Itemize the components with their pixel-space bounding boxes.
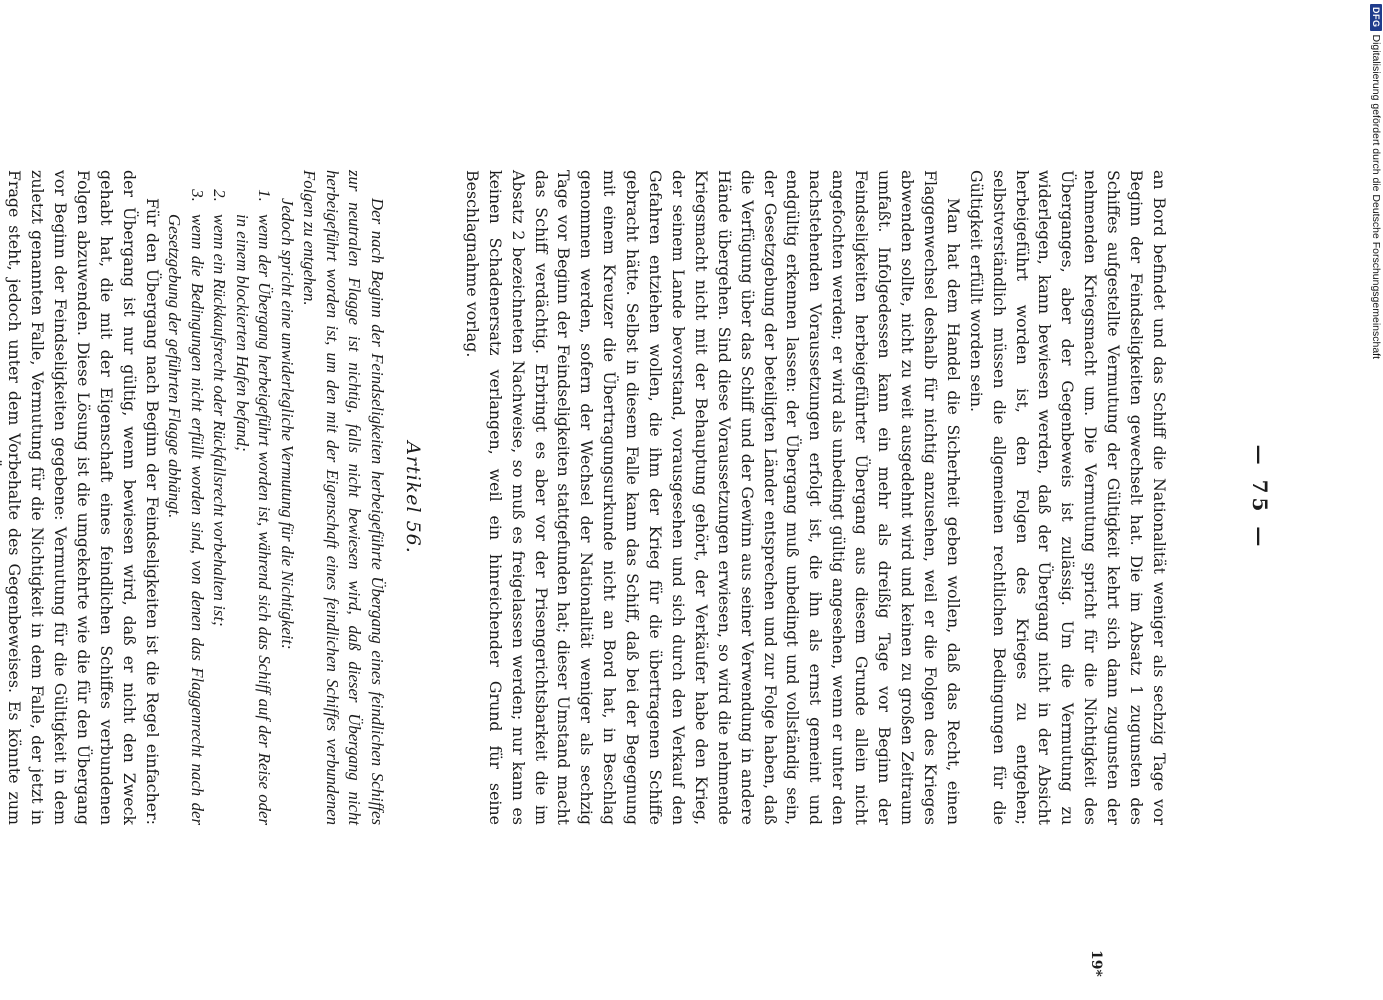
signature-mark: 19* bbox=[1088, 950, 1104, 977]
rotated-page bbox=[5, 170, 1272, 977]
digitization-note: Digitalisierung gefördert durch die Deutsche Forschungsgemeinschaft bbox=[1370, 34, 1382, 360]
digitization-sidebar bbox=[1368, 4, 1383, 404]
article-items-list bbox=[163, 170, 276, 825]
dfg-logo: DFG bbox=[1370, 4, 1382, 31]
page-number: — 75 — bbox=[1248, 444, 1272, 551]
paragraph-flag-change: Man hat dem Handel die Sicherheit geben wollen, daß das Recht, einen Flaggenwechsel deshalb für nichtig anzusehen, weil er die Folgen des Krieges abwenden sollte, nicht zu weit ausgedehnt wird und keinen zu großen Zeitraum umfaßt. Infolgedessen kann ein mehr als dreißig Tage vor Beginn der Feindseligkeiten herbeigeführter Übergang aus diesem Grunde allein nicht angefochten werden; er wird als unbedingt gültig angesehen, wenn er unter den nachstehenden Voraussetzungen erfolgt ist, die ihn als ernst gemeint und endgültig erkennen lassen: der Übergang muß unbedingt und vollständig sein, der Gesetzgebung der beteiligten Länder entsprechen und zur Folge haben, daß die Verfügung über das Schiff und der Gewinn aus seiner Verwendung in andere Hände übergehen. Sind diese Voraussetzungen erwiesen, so wird die nehmende Kriegsmacht nicht mit der Behauptung gehört, der Verkäufer habe den Krieg, der seinem Lande bevorstand, vorausgesehen und sich durch den Verkauf den Gefahren entziehen wollen, die ihm der Krieg für die übertragenen Schiffe gebracht hätte. Selbst in diesem Falle kann das Schiff, daß bei der Begegnung mit einem Kreuzer die Übertragungsurkunde nicht an Bord hat, in Beschlag genommen werden, sofern der Wechsel der Nationalität weniger als sechzig Tage vor Beginn der Feindseligkeiten stattgefunden hat; dieser Umstand macht das Schiff verdächtig. Erbringt es aber vor der Prisengerichtsbarkeit die im Absatz 2 bezeichneten Nachweise, so muß es freigelassen werden; nur kann es keinen Schadenersatz verlangen, weil ein hinreichender Grund für seine Beschlagnahme vorlag. bbox=[462, 170, 963, 825]
article-text: Der nach Beginn der Feindseligkeiten herbeigeführte Übergang eines feindlichen Schiffes zur neutralen Flagge ist nichtig, falls nicht bewiesen wird, daß dieser Übergang nicht herbeigeführt worden ist, um den mit der Eigenschaft eines feindlichen Schiffes verbundenen Folgen zu entgehen. bbox=[300, 170, 387, 825]
article-item-3: 3. wenn die Bedingungen nicht erfüllt worden sind, von denen das Flaggenrecht nach der Gesetzgebung der geführten Flagge abhängt. bbox=[163, 206, 208, 825]
top-paragraph: an Bord befindet und das Schiff die Nationalität weniger als sechzig Tage vor Beginn der Feindseligkeiten gewechselt hat. Die im Absatz 1 zugunsten des Schiffes aufgestellte Vermutung der Gültigkeit kehrt sich dann zugunsten der nehmenden Kriegsmacht um. Die Vermutung spricht für die Nichtigkeit des Überganges, aber der Gegenbeweis ist zulässig. Um die Vermutung zu widerlegen, kann bewiesen werden, daß der Übergang nicht in der Absicht herbeigeführt worden ist, den Folgen des Krieges zu entgehen; selbstverständlich müssen die allgemeinen rechtlichen Bedingungen für die Gültigkeit erfüllt worden sein. bbox=[966, 170, 1169, 825]
article-item-2: 2. wenn ein Rückkaufsrecht oder Rückfallsrecht vorbehalten ist; bbox=[208, 206, 231, 825]
article-item-1: 1. wenn der Übergang herbeigeführt worden ist, während sich das Schiff auf der Reise oder in einem blockierten Hafen befand; bbox=[230, 206, 275, 825]
article-title: Artikel 56. bbox=[401, 441, 424, 554]
article-intro: Jedoch spricht eine unwiderlegliche Vermutung für die Nichtigkeit: bbox=[277, 198, 297, 650]
paragraph-after-items: Für den Übergang nach Beginn der Feindseligkeiten ist die Regel einfacher: der Übergang ist nur gültig, wenn bewiesen wird, daß er nicht den Zweck gehabt hat, die mit der Eigenschaft eines feindlichen Schiffes verbundenen Folgen abzuwenden. Diese Lösung ist die umgekehrte wie die für den Übergang vor Beginn der Feindseligkeiten gegebene: Vermutung für die Gültigkeit in dem zuletzt genannten Falle, Vermutung für die Nichtigkeit in dem Falle, der jetzt in Frage steht, jedoch unter dem Vorbehalte des Gegenbeweises. Es könnte zum bbox=[5, 170, 162, 825]
